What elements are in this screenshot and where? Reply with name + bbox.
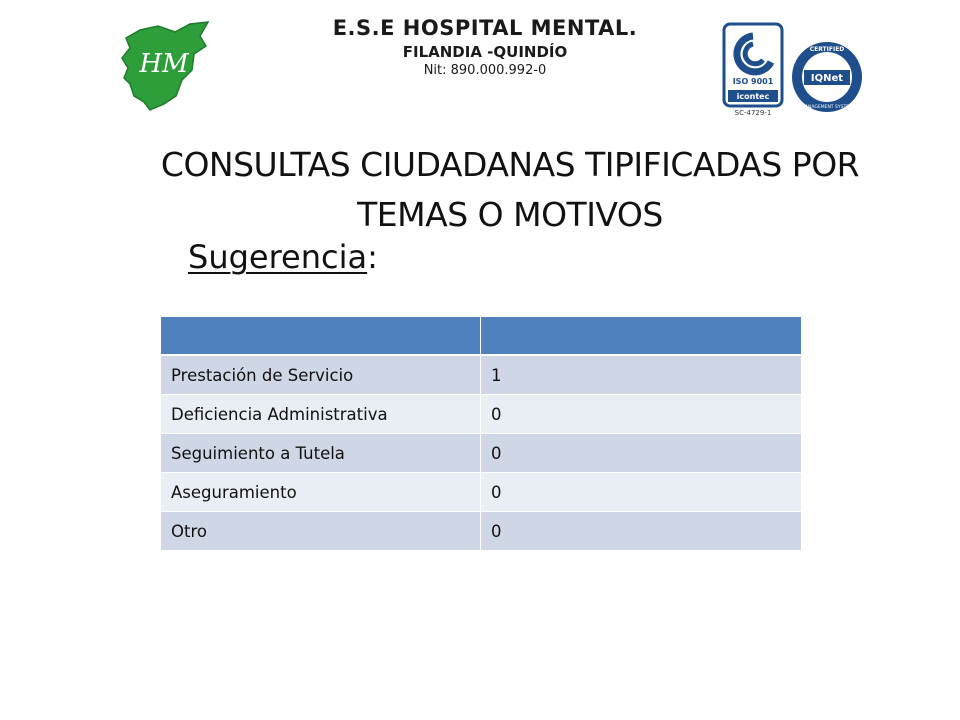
table-header-row	[161, 317, 802, 356]
table-row	[161, 355, 802, 395]
iso-label: ISO 9001	[732, 77, 774, 86]
table-cell-motivo: Deficiencia Administrativa	[161, 395, 481, 434]
table-cell-valor: 0	[481, 434, 802, 473]
consultas-table	[160, 316, 802, 551]
iqnet-bottom-text: MANAGEMENT SYSTEM	[801, 105, 853, 110]
table-cell-motivo: Otro	[161, 512, 481, 551]
table-cell-valor: 0	[481, 395, 802, 434]
table-cell-motivo: Prestación de Servicio	[161, 355, 481, 395]
table-cell-motivo: Seguimiento a Tutela	[161, 434, 481, 473]
table-row	[161, 512, 802, 551]
iqnet-seal-icon	[790, 40, 864, 114]
region-map-icon	[120, 18, 212, 113]
iso-9001-seal	[722, 22, 784, 118]
hospital-header	[320, 14, 650, 80]
iso-cert-code: SC-4729-1	[734, 109, 772, 117]
table-row	[161, 395, 802, 434]
table-header-cell-motivo	[161, 317, 481, 356]
iso-seal-icon	[722, 22, 784, 118]
table-cell-motivo: Aseguramiento	[161, 473, 481, 512]
hospital-city: FILANDIA -QUINDÍO	[402, 43, 568, 61]
hospital-name: E.S.E HOSPITAL MENTAL.	[332, 16, 638, 40]
table-row	[161, 473, 802, 512]
table-row	[161, 434, 802, 473]
iqnet-top-text: CERTIFIED	[809, 46, 845, 53]
section-subtitle	[188, 238, 378, 276]
table-cell-valor: 1	[481, 355, 802, 395]
table-cell-valor: 0	[481, 473, 802, 512]
table-header-cell-valor	[481, 317, 802, 356]
hospital-logo	[120, 18, 212, 113]
page-title: CONSULTAS CIUDADANAS TIPIFICADAS POR TEMAS O MOTIVOS	[160, 145, 860, 234]
iqnet-label: IQNet	[810, 73, 844, 84]
hospital-nit: Nit: 890.000.992-0	[423, 63, 547, 78]
iqnet-seal	[790, 40, 864, 114]
iso-brand: icontec	[736, 92, 770, 101]
subtitle-suffix: :	[367, 238, 378, 276]
subtitle-word: Sugerencia	[188, 238, 368, 276]
table-cell-valor: 0	[481, 512, 802, 551]
logo-monogram: HM	[139, 49, 189, 79]
